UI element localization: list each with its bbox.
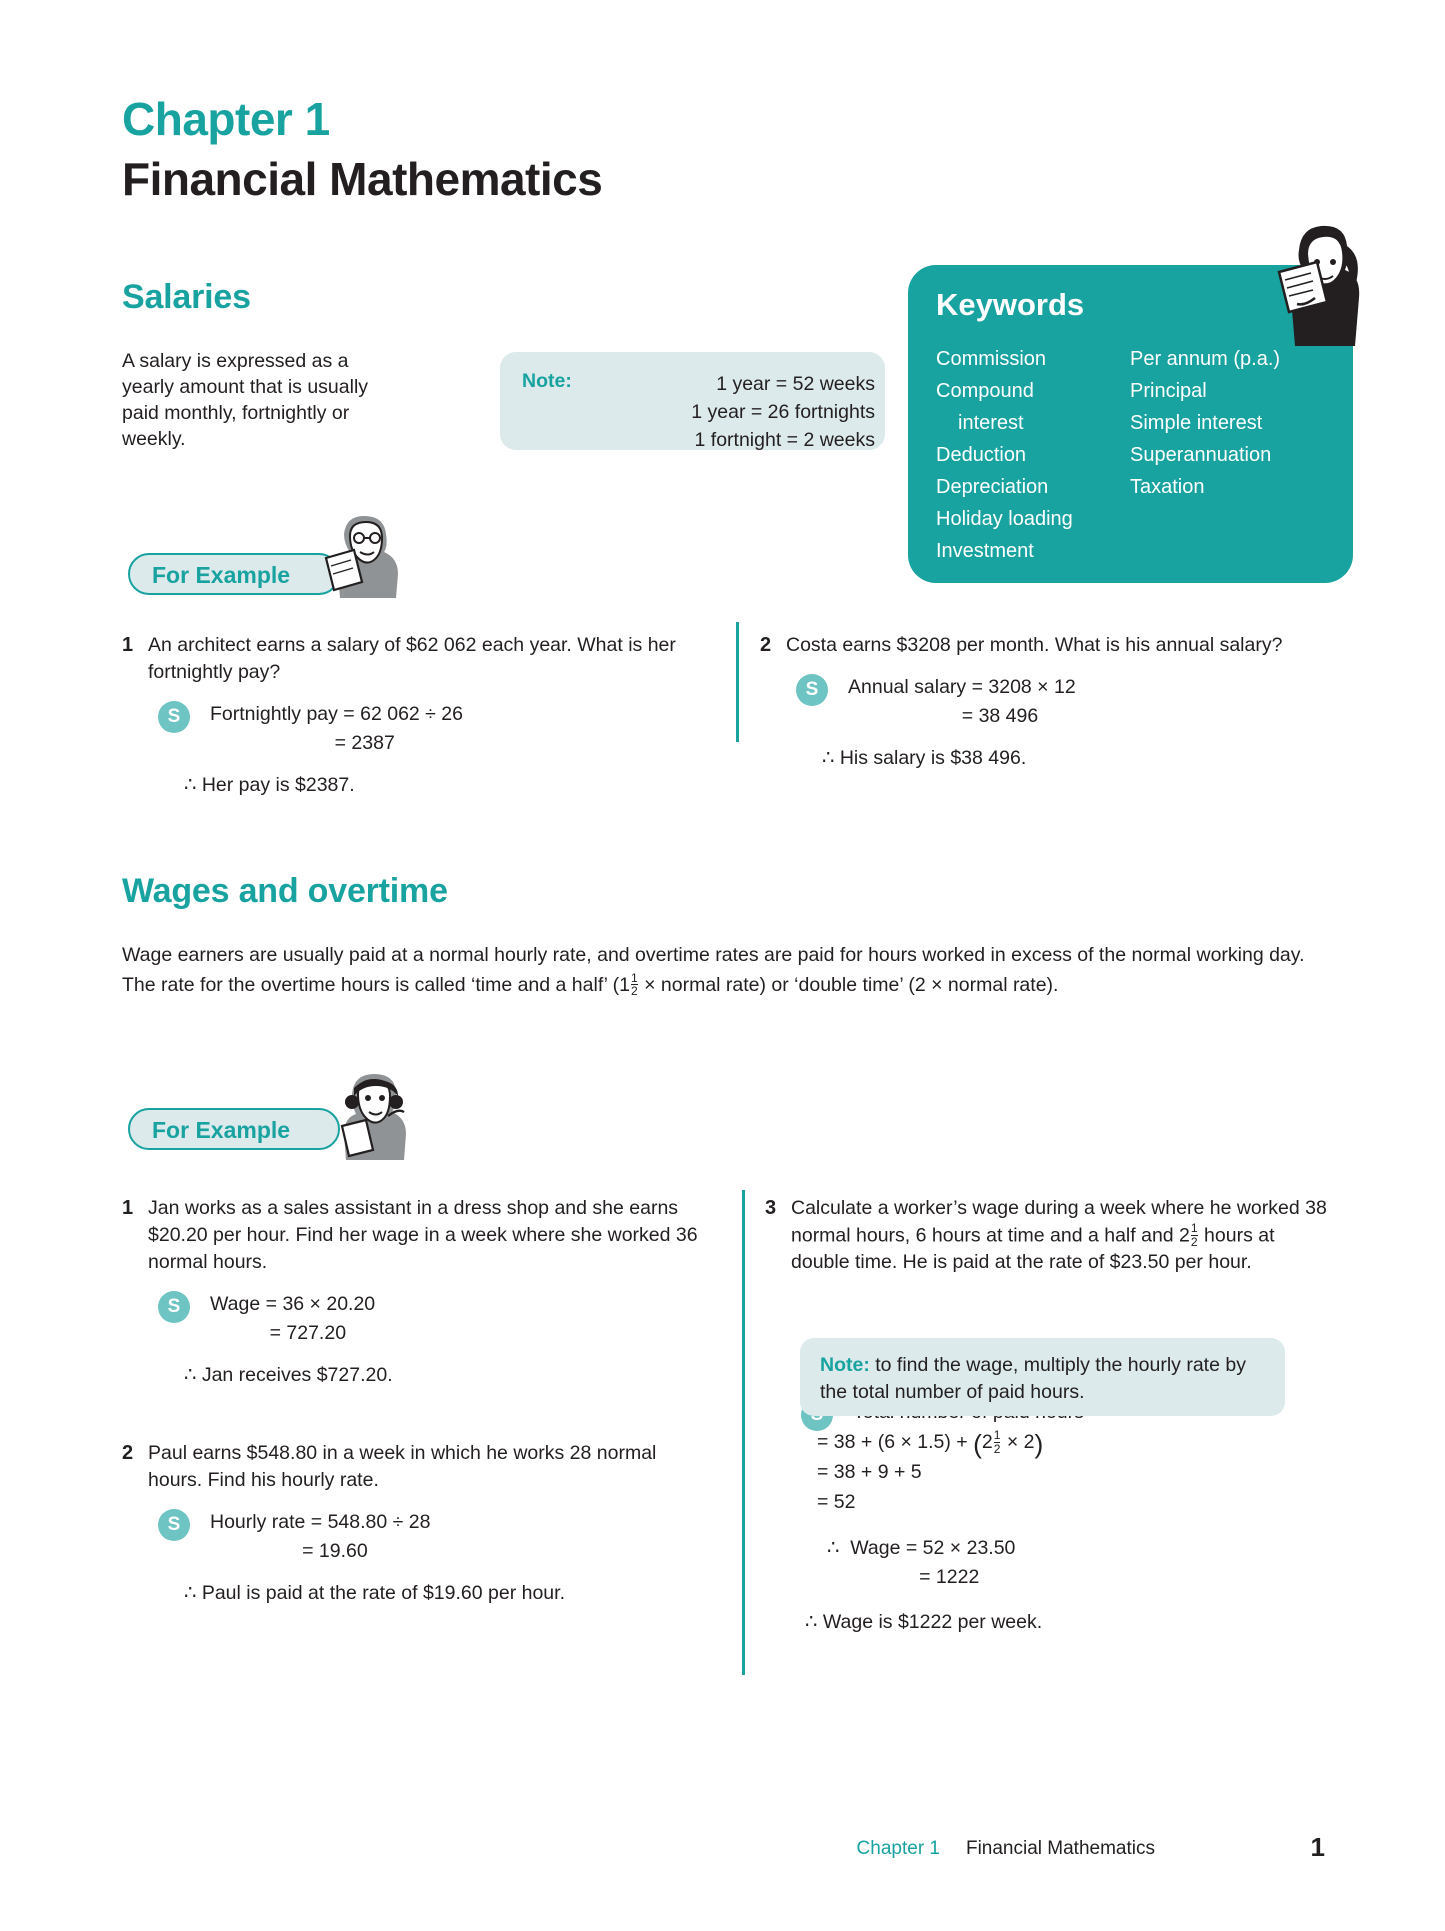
- keyword-item: Per annum (p.a.): [1130, 348, 1281, 370]
- section-heading-salaries: Salaries: [122, 278, 251, 316]
- salaries-intro-text: A salary is expressed as a yearly amount that is usually paid monthly, fortnightly or weekly.: [122, 350, 369, 450]
- solution-badge: S: [158, 1291, 190, 1323]
- note-label: Note:: [522, 370, 572, 392]
- example-conclusion: ∴ Paul is paid at the rate of $19.60 per hour.: [184, 1582, 565, 1604]
- for-example-tab: For Example: [128, 1108, 340, 1150]
- solution-line: = 727.20: [210, 1322, 347, 1344]
- solution: [158, 1508, 712, 1566]
- keyword-item: Superannuation: [1130, 444, 1272, 466]
- solution-line: = 38 + 9 + 5: [817, 1461, 922, 1484]
- solution-line: = 38 496: [848, 705, 1039, 727]
- student-girl-illustration: [330, 1068, 422, 1164]
- worked-example: [122, 1195, 702, 1389]
- note-box-wages: [800, 1338, 1285, 1416]
- solution-line: = 2387: [210, 732, 395, 754]
- worked-example: [122, 1440, 712, 1607]
- example-number: 2: [122, 1442, 134, 1464]
- example-question: [791, 1195, 1335, 1276]
- for-example-tab: For Example: [128, 553, 340, 595]
- question-part1: Calculate a worker’s wage during a week where he worked 38 normal hours, 6 hours at time and a half and 2: [791, 1197, 1327, 1247]
- keyword-item: Taxation: [1130, 476, 1205, 498]
- wages-paragraph-part1: Wage earners are usually paid at a normal hourly rate, and overtime rates are paid for hours worked in excess of the normal working day. The rate for the overtime hours is called ‘time and a half’ (1: [122, 944, 1305, 996]
- page-number: 1: [1310, 1832, 1325, 1862]
- example-number: 3: [765, 1197, 777, 1219]
- question-part2: hours at double time. He is paid at the rate of $23.50 per hour.: [791, 1224, 1275, 1274]
- solution-working: [817, 1427, 1335, 1517]
- page-footer: [0, 1832, 1445, 1878]
- footer-chapter: Chapter 1: [856, 1838, 940, 1859]
- note-lines: [590, 370, 875, 454]
- chapter-label: Chapter 1: [122, 93, 330, 145]
- example-question: Jan works as a sales assistant in a dress shop and she earns $20.20 per hour. Find her wage in a week where she worked 36 normal hours.: [148, 1197, 698, 1273]
- solution-badge: S: [796, 674, 828, 706]
- fraction-half: $\frac{1}{2}$: [630, 970, 638, 999]
- example-conclusion: ∴ Wage = 52 × 23.50: [827, 1537, 1016, 1560]
- example-conclusion: ∴ Jan receives $727.20.: [184, 1364, 393, 1386]
- keyword-item: Holiday loading: [936, 508, 1073, 530]
- solution-line: = 52: [817, 1491, 856, 1514]
- page-title: Financial Mathematics: [122, 153, 603, 205]
- solution-line: Hourly rate = 548.80 ÷ 28: [210, 1511, 431, 1533]
- note-line: 1 year = 26 fortnights: [691, 401, 875, 423]
- example-conclusion: ∴ Her pay is $2387.: [184, 774, 355, 796]
- fraction-half: $\frac{1}{2}$: [993, 1428, 1001, 1456]
- solution-line: Wage = 36 × 20.20: [210, 1293, 376, 1315]
- solution: [158, 700, 702, 758]
- keyword-item: Depreciation: [936, 476, 1049, 498]
- solution-line: Annual salary = 3208 × 12: [848, 676, 1076, 698]
- solution: [158, 1290, 702, 1348]
- student-boy-illustration: [322, 508, 412, 600]
- note-line: 1 fortnight = 2 weeks: [694, 429, 875, 451]
- note-text: [820, 1352, 1270, 1406]
- note-body: to find the wage, multiply the hourly rate by the total number of paid hours.: [820, 1354, 1246, 1403]
- keyword-item: Commission: [936, 348, 1047, 370]
- note-box-salaries: [500, 352, 885, 450]
- example-conclusion: = 1222: [827, 1566, 980, 1589]
- example-question: Costa earns $3208 per month. What is his annual salary?: [786, 634, 1283, 656]
- worked-example: [122, 632, 702, 799]
- worked-example: [760, 632, 1340, 772]
- keyword-item: Compound: [936, 380, 1034, 402]
- keyword-item: Investment: [936, 540, 1034, 562]
- wages-paragraph-part2: × normal rate) or ‘double time’ (2 × normal rate).: [638, 974, 1059, 996]
- solution-line: Fortnightly pay = 62 062 ÷ 26: [210, 703, 463, 725]
- keyword-item: interest: [958, 412, 1024, 434]
- keywords-column-1: [936, 343, 1146, 567]
- solution-line: = 19.60: [210, 1540, 368, 1562]
- footer-title: Financial Mathematics: [965, 1838, 1155, 1859]
- keyword-item: Simple interest: [1130, 412, 1263, 434]
- example-final-conclusion: ∴ Wage is $1222 per week.: [805, 1611, 1043, 1634]
- paren-open: (: [973, 1429, 982, 1460]
- example-conclusion: ∴ His salary is $38 496.: [822, 747, 1027, 769]
- example-number: 1: [122, 634, 134, 656]
- keyword-item: Deduction: [936, 444, 1027, 466]
- student-reading-illustration: [1255, 220, 1375, 350]
- keyword-item: Principal: [1130, 380, 1207, 402]
- section-heading-wages: Wages and overtime: [122, 872, 448, 910]
- example-question: An architect earns a salary of $62 062 each year. What is her fortnightly pay?: [148, 634, 676, 683]
- example-number: 2: [760, 634, 772, 656]
- solution-line: = 38 + (6 × 1.5) + (2 $\frac{1}{2}$ × 2): [817, 1428, 1044, 1460]
- wages-paragraph: [122, 940, 1337, 1000]
- solution: [796, 673, 1340, 731]
- paren-close: ): [1034, 1429, 1044, 1460]
- fraction-half: $\frac{1}{2}$: [1190, 1221, 1198, 1249]
- note-line: 1 year = 52 weeks: [716, 373, 875, 395]
- solution-badge: S: [158, 1509, 190, 1541]
- column-divider: [742, 1190, 745, 1675]
- column-divider: [736, 622, 739, 742]
- example-number: 1: [122, 1197, 134, 1219]
- keywords-title: Keywords: [936, 287, 1085, 322]
- solution-badge: S: [158, 701, 190, 733]
- keywords-column-2: [1130, 343, 1350, 503]
- note-label: Note:: [820, 1354, 870, 1376]
- example-question: Paul earns $548.80 in a week in which he works 28 normal hours. Find his hourly rate.: [148, 1442, 657, 1491]
